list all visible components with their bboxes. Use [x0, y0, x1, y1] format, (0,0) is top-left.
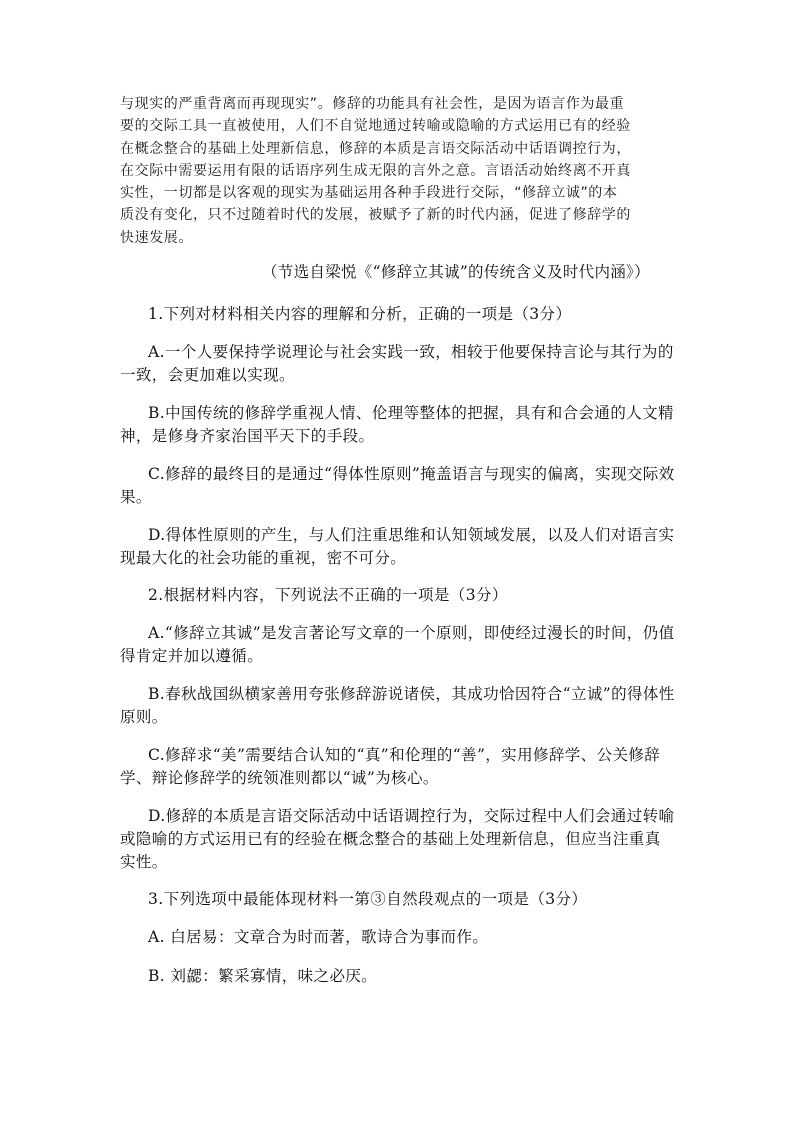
question-2-option-b: B.春秋战国纵横家善用夸张修辞游说诸侯，其成功恰因符合“立诚”的得体性原则。: [120, 685, 675, 726]
question-2-option-c: C.修辞求“美”需要结合认知的“真”和伦理的“善”，实用修辞学、公关修辞学、辩论修辞学的统领准则都以“诚”为核心。: [120, 746, 661, 787]
question-3-stem: 3.下列选项中最能体现材料一第③自然段观点的一项是（3分）: [148, 890, 588, 908]
passage-line: 质没有变化，只不过随着时代的发展，被赋予了新的时代内涵，促进了修辞学的: [120, 207, 631, 224]
passage-line: 在交际中需要运用有限的话语序列生成无限的言外之意。言语活动始终离不开真: [120, 162, 631, 179]
question-2-option-d: D.修辞的本质是言语交际活动中话语调控行为，交际过程中人们会通过转喻或隐喻的方式运用已有的经验在概念整合的基础上处理新信息，但应当注重真实性。: [120, 807, 675, 871]
question-3-option-a: A. 白居易：文章合为时而著，歌诗合为事而作。: [148, 928, 489, 946]
question-2-option-a: A.“修辞立其诚”是发言著论写文章的一个原则，即使经过漫长的时间，仍值得肯定并加以遵循。: [120, 624, 675, 665]
question-1-option-a: A.一个人要保持学说理论与社会实践一致，相较于他要保持言论与其行为的一致，会更加难以实现。: [120, 343, 674, 384]
question-3-option-b: B. 刘勰：繁采寡情，味之必厌。: [148, 967, 378, 985]
passage-line: 在概念整合的基础上处理新信息，修辞的本质是言语交际活动中话语调控行为，: [120, 140, 631, 157]
passage-line: 快速发展。: [120, 229, 193, 246]
question-1-option-d: D.得体性原则的产生，与人们注重思维和认知领域发展，以及人们对语言实现最大化的社会功能的重视，密不可分。: [120, 526, 675, 567]
question-1-option-c: C.修辞的最终目的是通过“得体性原则”掩盖语言与现实的偏离，实现交际效果。: [120, 465, 675, 506]
question-1-option-b: B.中国传统的修辞学重视人情、伦理等整体的把握，具有和合会通的人文精神，是修身齐家治国平天下的手段。: [120, 404, 674, 445]
passage-line: 与现实的严重背离而再现现实”。修辞的功能具有社会性，是因为语言作为最重: [120, 96, 625, 112]
question-1-stem: 1.下列对材料相关内容的理解和分析，正确的一项是（3分）: [148, 305, 572, 323]
passage-source: （节选自梁悦《“修辞立其诚”的传统含义及时代内涵》）: [262, 263, 650, 281]
passage-text: [120, 93, 676, 249]
passage-line: 要的交际工具一直被使用，人们不自觉地通过转喻或隐喻的方式运用已有的经验: [120, 118, 631, 135]
question-2-stem: 2.根据材料内容，下列说法不正确的一项是（3分）: [148, 586, 508, 604]
passage-line: 实性，一切都是以客观的现实为基础运用各种手段进行交际，“修辞立诚”的本: [120, 185, 618, 202]
